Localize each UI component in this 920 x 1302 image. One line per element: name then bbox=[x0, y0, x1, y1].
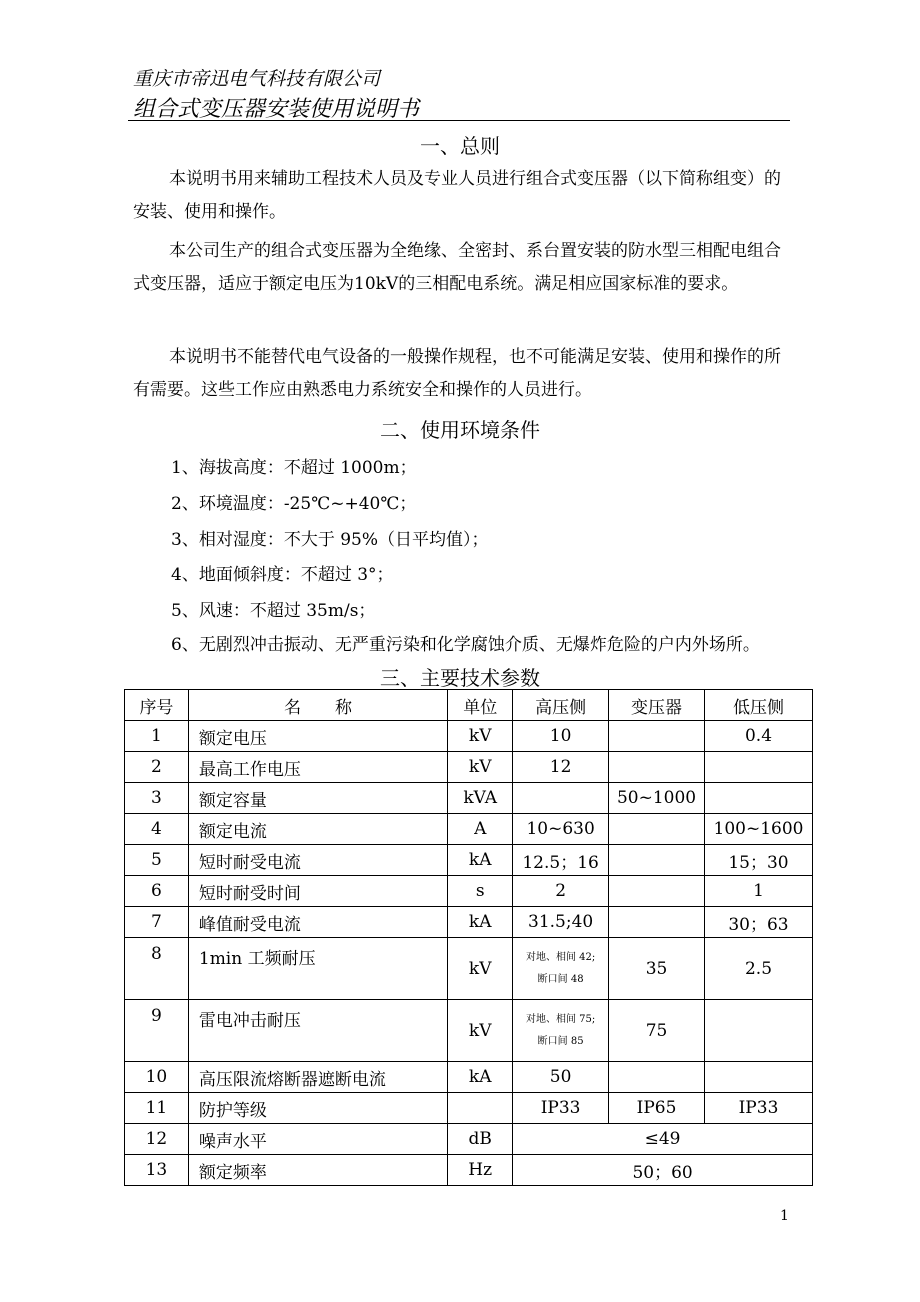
cell: 2 bbox=[125, 752, 189, 783]
cell: 短时耐受时间 bbox=[188, 876, 447, 907]
cell-merged: 50；60 bbox=[513, 1155, 813, 1186]
cell: 50~1000 bbox=[609, 783, 705, 814]
table-row bbox=[125, 783, 813, 814]
cell bbox=[448, 1093, 513, 1124]
cell: IP65 bbox=[609, 1093, 705, 1124]
cell-line: 对地、相间 42; bbox=[525, 951, 596, 963]
table-row bbox=[125, 876, 813, 907]
env-item: 4、地面倾斜度：不超过 3°； bbox=[171, 565, 394, 585]
cell bbox=[513, 1000, 609, 1062]
cell: 10~630 bbox=[513, 814, 609, 845]
parameters-table bbox=[124, 689, 813, 1186]
cell: 噪声水平 bbox=[188, 1124, 447, 1155]
cell-line: 对地、相间 75; bbox=[525, 1013, 596, 1025]
section-1-paragraph-1: 本说明书用来辅助工程技术人员及专业人员进行组合式变压器（以下简称组变）的安装、使用和操作。 bbox=[133, 169, 781, 222]
document-title: 组合式变压器安装使用说明书 bbox=[133, 97, 420, 122]
cell: 11 bbox=[125, 1093, 189, 1124]
cell: Hz bbox=[448, 1155, 513, 1186]
cell-line: 断口间 85 bbox=[537, 1035, 584, 1047]
cell bbox=[609, 721, 705, 752]
cell: 2.5 bbox=[705, 938, 813, 1000]
cell: 短时耐受电流 bbox=[188, 845, 447, 876]
cell-merged: ≤49 bbox=[513, 1124, 813, 1155]
cell: kA bbox=[448, 907, 513, 938]
section-3-title: 三、主要技术参数 bbox=[380, 666, 540, 690]
cell: 10 bbox=[125, 1062, 189, 1093]
cell: A bbox=[448, 814, 513, 845]
cell: 1min 工频耐压 bbox=[188, 938, 447, 1000]
env-item: 5、风速：不超过 35m/s； bbox=[171, 601, 376, 621]
cell: s bbox=[448, 876, 513, 907]
company-name: 重庆市帝迅电气科技有限公司 bbox=[133, 68, 381, 90]
cell: 1 bbox=[705, 876, 813, 907]
cell bbox=[609, 752, 705, 783]
cell: kV bbox=[448, 721, 513, 752]
page-number: 1 bbox=[780, 1208, 789, 1224]
cell: 9 bbox=[125, 1000, 189, 1062]
table-row bbox=[125, 1000, 813, 1062]
table-row bbox=[125, 1093, 813, 1124]
cell bbox=[705, 1000, 813, 1062]
cell: 6 bbox=[125, 876, 189, 907]
cell: 12 bbox=[513, 752, 609, 783]
cell: 5 bbox=[125, 845, 189, 876]
header-cell: 高压侧 bbox=[513, 690, 609, 721]
env-item: 2、环境温度：-25℃~+40℃； bbox=[171, 494, 417, 514]
cell: kA bbox=[448, 1062, 513, 1093]
cell bbox=[705, 783, 813, 814]
cell-line: 断口间 48 bbox=[537, 973, 584, 985]
header-cell: 名 称 bbox=[188, 690, 447, 721]
cell: 75 bbox=[609, 1000, 705, 1062]
cell: 1 bbox=[125, 721, 189, 752]
cell: 50 bbox=[513, 1062, 609, 1093]
header-rule bbox=[128, 120, 790, 121]
cell: 额定电压 bbox=[188, 721, 447, 752]
cell bbox=[609, 876, 705, 907]
cell: kV bbox=[448, 1000, 513, 1062]
cell: 100~1600 bbox=[705, 814, 813, 845]
section-2-title: 二、使用环境条件 bbox=[380, 418, 540, 442]
env-item: 6、无剧烈冲击振动、无严重污染和化学腐蚀介质、无爆炸危险的户内外场所。 bbox=[171, 635, 760, 655]
cell bbox=[609, 907, 705, 938]
table-row bbox=[125, 752, 813, 783]
cell bbox=[705, 752, 813, 783]
env-item: 1、海拔高度：不超过 1000m； bbox=[171, 458, 417, 478]
cell: 13 bbox=[125, 1155, 189, 1186]
table-row bbox=[125, 1124, 813, 1155]
env-item: 3、相对湿度：不大于 95%（日平均值）； bbox=[171, 530, 489, 550]
cell: 0.4 bbox=[705, 721, 813, 752]
cell: 10 bbox=[513, 721, 609, 752]
cell: 35 bbox=[609, 938, 705, 1000]
header-cell: 序号 bbox=[125, 690, 189, 721]
cell bbox=[705, 1062, 813, 1093]
table-row bbox=[125, 845, 813, 876]
table-row bbox=[125, 1062, 813, 1093]
section-1-paragraph-2: 本公司生产的组合式变压器为全绝缘、全密封、系台置安装的防水型三相配电组合式变压器，适应于额定电压为10kV的三相配电系统。满足相应国家标准的要求。 bbox=[133, 241, 781, 294]
header-cell: 单位 bbox=[448, 690, 513, 721]
cell bbox=[513, 783, 609, 814]
cell bbox=[513, 938, 609, 1000]
section-1-paragraph-3: 本说明书不能替代电气设备的一般操作规程，也不可能满足安装、使用和操作的所有需要。这些工作应由熟悉电力系统安全和操作的人员进行。 bbox=[133, 347, 781, 400]
header-cell: 变压器 bbox=[609, 690, 705, 721]
cell: 4 bbox=[125, 814, 189, 845]
table-row bbox=[125, 1155, 813, 1186]
table-row bbox=[125, 938, 813, 1000]
cell: 高压限流熔断器遮断电流 bbox=[188, 1062, 447, 1093]
cell: 30；63 bbox=[705, 907, 813, 938]
cell: kV bbox=[448, 938, 513, 1000]
cell: 防护等级 bbox=[188, 1093, 447, 1124]
cell: 12 bbox=[125, 1124, 189, 1155]
cell bbox=[609, 814, 705, 845]
cell bbox=[609, 845, 705, 876]
table-row bbox=[125, 814, 813, 845]
cell: 2 bbox=[513, 876, 609, 907]
cell: 15；30 bbox=[705, 845, 813, 876]
section-1-title: 一、总则 bbox=[420, 134, 500, 158]
cell: kV bbox=[448, 752, 513, 783]
cell: 雷电冲击耐压 bbox=[188, 1000, 447, 1062]
cell: 8 bbox=[125, 938, 189, 1000]
cell: 31.5;40 bbox=[513, 907, 609, 938]
cell: 额定容量 bbox=[188, 783, 447, 814]
table-row bbox=[125, 907, 813, 938]
cell: 额定频率 bbox=[188, 1155, 447, 1186]
cell: kA bbox=[448, 845, 513, 876]
cell: 7 bbox=[125, 907, 189, 938]
table-row bbox=[125, 721, 813, 752]
cell: 3 bbox=[125, 783, 189, 814]
cell: 峰值耐受电流 bbox=[188, 907, 447, 938]
cell: 额定电流 bbox=[188, 814, 447, 845]
cell: IP33 bbox=[705, 1093, 813, 1124]
header-cell: 低压侧 bbox=[705, 690, 813, 721]
cell: 最高工作电压 bbox=[188, 752, 447, 783]
cell: IP33 bbox=[513, 1093, 609, 1124]
cell: kVA bbox=[448, 783, 513, 814]
cell: dB bbox=[448, 1124, 513, 1155]
cell: 12.5；16 bbox=[513, 845, 609, 876]
table-header-row bbox=[125, 690, 813, 721]
cell bbox=[609, 1062, 705, 1093]
